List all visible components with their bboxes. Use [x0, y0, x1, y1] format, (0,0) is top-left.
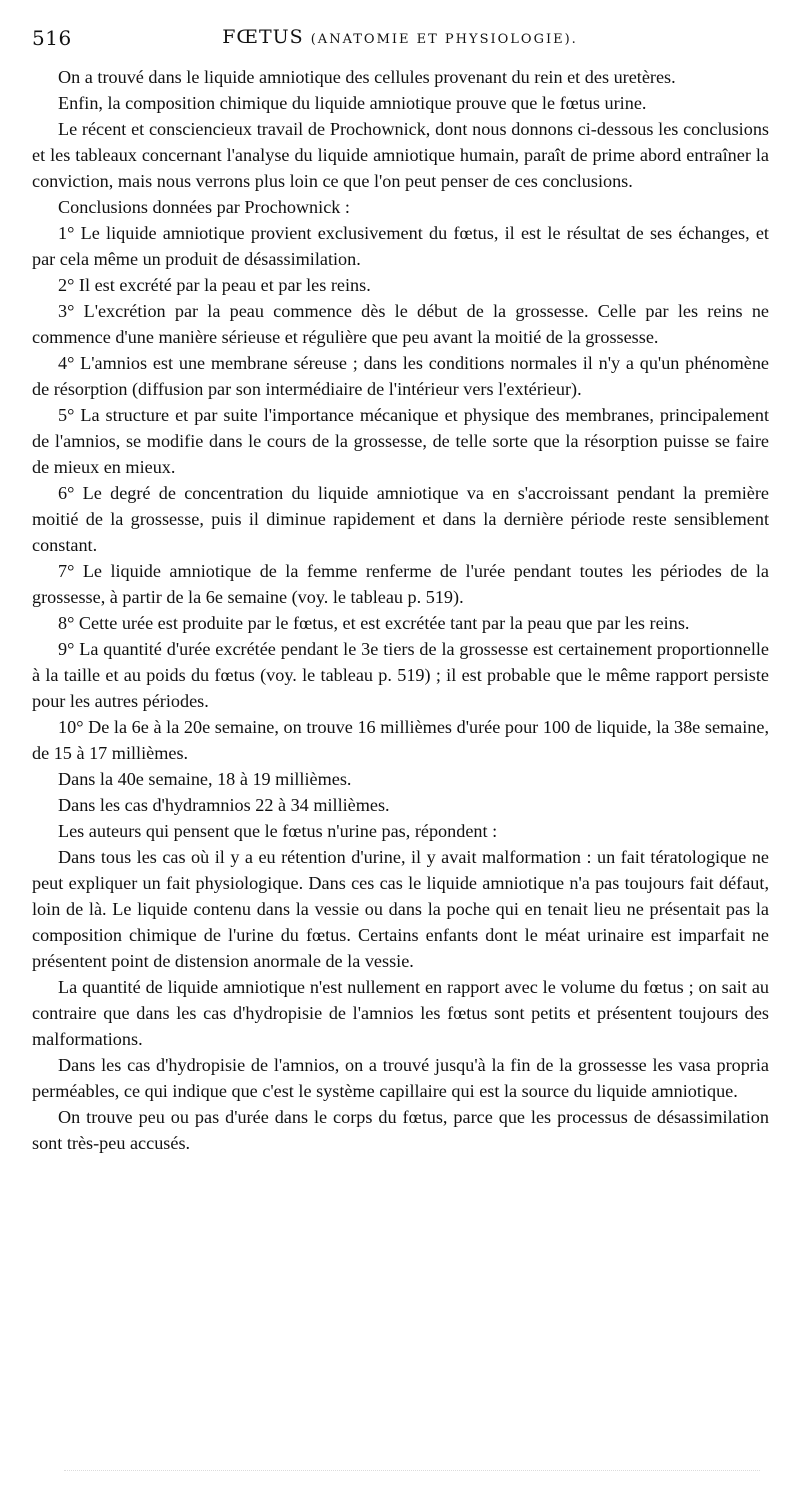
running-title [32, 26, 768, 48]
paragraph: Le récent et consciencieux travail de Prochownick, dont nous donnons ci-dessous les conclusions et les tableaux concernant l'analyse du liquide amniotique humain, paraît de prime abord entraîner la conviction, mais nous verrons plus loin ce que l'on peut penser de ces conclusions. [32, 119, 769, 191]
paragraph: La quantité de liquide amniotique n'est nullement en rapport avec le volume du fœtus ; on sait au contraire que dans les cas d'hydropisie de l'amnios les fœtus sont petits et présentent toujours des malformations. [32, 977, 769, 1049]
paragraph: Enfin, la composition chimique du liquide amniotique prouve que le fœtus urine. [58, 93, 647, 113]
conclusion-item: 7° Le liquide amniotique de la femme renferme de l'urée pendant toutes les périodes de la grossesse, à partir de la 6e semaine (voy. le tableau p. 519). [32, 561, 769, 607]
conclusion-item: 8° Cette urée est produite par le fœtus, et est excrétée tant par la peau que par les reins. [58, 613, 690, 633]
footer-rule [64, 1468, 760, 1471]
conclusion-item: 1° Le liquide amniotique provient exclusivement du fœtus, il est le résultat de ses échanges, et par cela même un produit de désassimilation. [32, 223, 769, 269]
paragraph: Dans tous les cas où il y a eu rétention d'urine, il y avait malformation : un fait tératologique ne peut expliquer un fait physiologique. Dans ces cas le liquide amniotique n'a pas toujours fait défaut, loin de là. Le liquide contenu dans la vessie ou dans la poche qui en tenait lieu ne présentait pas la composition chimique de l'urine du fœtus. Certains enfants dont le méat urinaire est imparfait ne présentent point de distension anormale de la vessie. [32, 847, 769, 971]
running-title-main: FŒTUS [222, 26, 304, 48]
running-title-sub: (ANATOMIE ET PHYSIOLOGIE). [310, 32, 578, 47]
conclusion-item: 2° Il est excrété par la peau et par les reins. [58, 275, 371, 295]
main-text [32, 64, 769, 1156]
paragraph: Conclusions données par Prochownick : [58, 197, 350, 217]
conclusion-item: 4° L'amnios est une membrane séreuse ; dans les conditions normales il n'y a qu'un phénomène de résorption (diffusion par son intermédiaire de l'intérieur vers l'extérieur). [32, 353, 769, 399]
conclusion-item: 3° L'excrétion par la peau commence dès le début de la grossesse. Celle par les reins ne commence d'une manière sérieuse et régulière que peu avant la moitié de la grossesse. [32, 301, 769, 347]
paragraph: Les auteurs qui pensent que le fœtus n'urine pas, répondent : [58, 821, 498, 841]
paragraph: Dans les cas d'hydropisie de l'amnios, on a trouvé jusqu'à la fin de la grossesse les vasa propria perméables, ce qui indique que c'est le système capillaire qui est la source du liquide amniotique. [32, 1055, 769, 1101]
conclusion-item: 9° La quantité d'urée excrétée pendant le 3e tiers de la grossesse est certainement proportionnelle à la taille et au poids du fœtus (voy. le tableau p. 519) ; il est probable que le même rapport persiste pour les autres périodes. [32, 639, 769, 711]
running-header [32, 26, 768, 56]
conclusion-item: 10° De la 6e à la 20e semaine, on trouve 16 millièmes d'urée pour 100 de liquide, la 38e semaine, de 15 à 17 millièmes. [32, 717, 769, 763]
conclusion-item: 6° Le degré de concentration du liquide amniotique va en s'accroissant pendant la première moitié de la grossesse, puis il diminue rapidement et dans la dernière période reste sensiblement constant. [32, 483, 769, 555]
conclusion-item: 5° La structure et par suite l'importance mécanique et physique des membranes, principalement de l'amnios, se modifie dans le cours de la grossesse, de telle sorte que la résorption puisse se faire de mieux en mieux. [32, 405, 769, 477]
paragraph: Dans la 40e semaine, 18 à 19 millièmes. [58, 769, 352, 789]
paragraph: On trouve peu ou pas d'urée dans le corps du fœtus, parce que les processus de désassimilation sont très-peu accusés. [32, 1107, 769, 1153]
paragraph: On a trouvé dans le liquide amniotique des cellules provenant du rein et des uretères. [58, 67, 676, 87]
paragraph: Dans les cas d'hydramnios 22 à 34 millièmes. [58, 795, 390, 815]
page-number: 516 [32, 26, 72, 50]
